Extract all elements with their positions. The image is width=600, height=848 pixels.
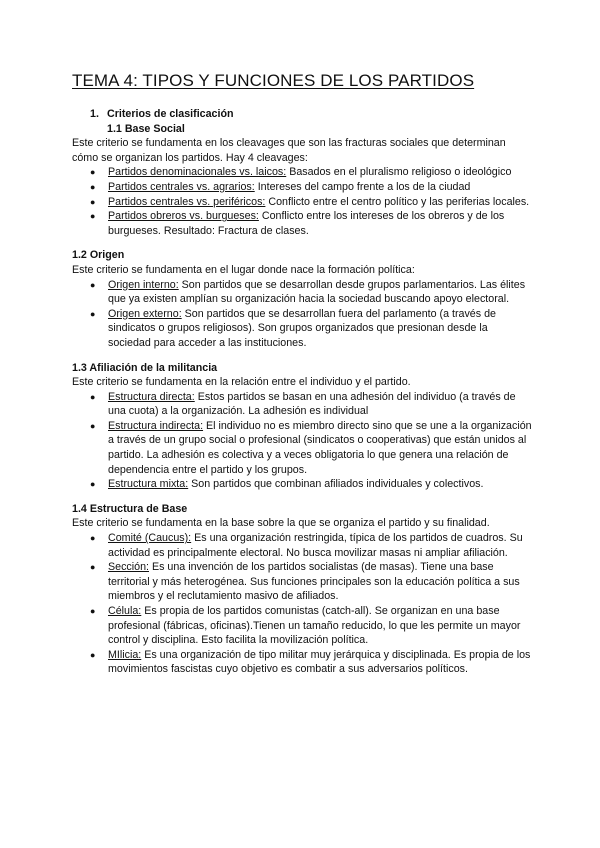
list-item: [90, 648, 532, 677]
list-item-text: Basados en el pluralismo religioso o ideológico: [286, 166, 512, 179]
list-item-term: Partidos denominacionales vs. laicos:: [108, 166, 287, 179]
bullet-icon: ●: [90, 562, 96, 573]
subsection-1-3-intro: Este criterio se fundamenta en la relación entre el individuo y el partido.: [72, 376, 411, 389]
bullet-icon: ●: [90, 181, 96, 192]
subsection-1-1-heading: 1.1 Base Social: [107, 122, 185, 135]
list-item-text: Es una organización de tipo militar muy jerárquica y disciplinada. Es propia de los movimientos fascistas cuyo objetivo es combatir a sus adversarios políticos.: [108, 648, 531, 676]
list-item-term: Partidos centrales vs. periféricos:: [108, 195, 266, 208]
subsection-1-2-heading: 1.2 Origen: [72, 249, 125, 262]
bullet-icon: ●: [90, 196, 96, 207]
list-item-text: Es una organización restringida, típica de los partidos de cuadros. Su actividad es principalmente electoral. No busca movilizar masas ni ampliar afiliación.: [108, 532, 523, 559]
list-item-text: Es propia de los partidos comunistas (catch-all). Se organizan en una base profesional (fábricas, oficinas).Tienen un tamaño reducido, lo que les permite un mayor control y disciplina. Esto facilita la movilización política.: [108, 605, 521, 647]
list-item-term: Célula:: [108, 605, 142, 617]
list-item-term: Sección:: [108, 561, 149, 574]
document-title: TEMA 4: TIPOS Y FUNCIONES DE LOS PARTIDOS: [72, 71, 475, 90]
list-item: [90, 419, 532, 477]
list-item: [90, 180, 532, 195]
bullet-icon: ●: [90, 533, 96, 544]
list-item-term: Partidos obreros vs. burgueses:: [108, 210, 259, 223]
subsection-1-3-heading: 1.3 Afiliación de la militancia: [72, 361, 218, 374]
list-item-text: Son partidos que combinan afiliados individuales y colectivos.: [188, 478, 484, 491]
subsection-1-4-intro: Este criterio se fundamenta en la base sobre la que se organiza el partido y su finalidad.: [72, 517, 490, 530]
list-item-term: Origen externo:: [108, 307, 182, 320]
subsection-1-1-list: [72, 165, 532, 238]
list-item-text: Son partidos que se desarrollan desde grupos parlamentarios. Las élites que ya existen amplían su organización hacia la sociedad buscando apoyo electoral.: [108, 278, 526, 306]
bullet-icon: ●: [90, 167, 96, 178]
list-item-term: Comité (Caucus):: [108, 532, 192, 545]
list-item: [90, 165, 532, 180]
subsection-1-3-list: [72, 390, 532, 492]
bullet-icon: ●: [90, 211, 96, 222]
list-item-term: MIlicia:: [108, 648, 142, 661]
subsection-1-2-list: [72, 278, 532, 351]
list-item: [90, 307, 532, 351]
section-1-number: 1.: [90, 108, 99, 120]
list-item-text: Son partidos que se desarrollan fuera del parlamento (a través de sindicatos o grupos religiosos). Son grupos organizados que presionan desde la sociedad para acceder a las instituciones.: [108, 307, 496, 349]
list-item-text: El individuo no es miembro directo sino que se une a la organización a través de un grupo social o profesional (sindicatos o cooperativas) que están unidos al partido. La adhesión es colectiva y a veces obligatoria lo que genera una relación de dependencia entre el partido y los grupos.: [108, 419, 532, 476]
bullet-icon: ●: [90, 479, 96, 490]
list-item-text: Es una invención de los partidos socialistas (de masas). Tiene una base territorial y más heterogénea. Sus funciones principales son la educación política a sus miembros y el reclutamiento masivo de afiliados.: [108, 561, 520, 603]
bullet-icon: ●: [90, 606, 96, 616]
list-item: [90, 560, 532, 604]
list-item-term: Origen interno:: [108, 278, 179, 291]
list-item: [90, 604, 532, 648]
subsection-1-2-intro: Este criterio se fundamenta en el lugar donde nace la formación política:: [72, 263, 415, 276]
list-item: [90, 278, 532, 307]
list-item: [90, 195, 532, 210]
list-item-text: Conflicto entre el centro político y las periferias locales.: [265, 195, 530, 208]
list-item-text: Intereses del campo frente a los de la ciudad: [254, 180, 471, 193]
list-item-term: Estructura directa:: [108, 390, 195, 403]
subsection-1-4-list: [72, 531, 532, 677]
subsection-1-1-intro: Este criterio se fundamenta en los cleavages que son las fracturas sociales que determinan cómo se organizan los partidos. Hay 4 cleavages:: [72, 137, 506, 164]
list-item-term: Partidos centrales vs. agrarios:: [108, 180, 255, 193]
bullet-icon: ●: [90, 420, 96, 431]
document-page: [72, 70, 532, 677]
list-item-text: Estos partidos se basan en una adhesión del individuo (a través de una cuota) a la organización. La adhesión es individual: [108, 390, 516, 418]
list-item: [90, 390, 532, 419]
list-item-term: Estructura mixta:: [108, 478, 189, 491]
subsection-1-4-heading: 1.4 Estructura de Base: [72, 502, 188, 515]
list-item: [90, 531, 532, 560]
bullet-icon: ●: [90, 279, 96, 290]
list-item: [90, 209, 532, 238]
bullet-icon: ●: [90, 308, 96, 319]
list-item: [90, 477, 532, 492]
bullet-icon: ●: [90, 391, 96, 402]
list-item-term: Estructura indirecta:: [108, 419, 204, 432]
section-1-heading: [72, 107, 532, 122]
section-1-heading-text: Criterios de clasificación: [107, 108, 234, 120]
bullet-icon: ●: [90, 649, 96, 660]
list-item-text: Conflicto entre los intereses de los obreros y de los burgueses. Resultado: Fractura de clases.: [108, 210, 505, 237]
